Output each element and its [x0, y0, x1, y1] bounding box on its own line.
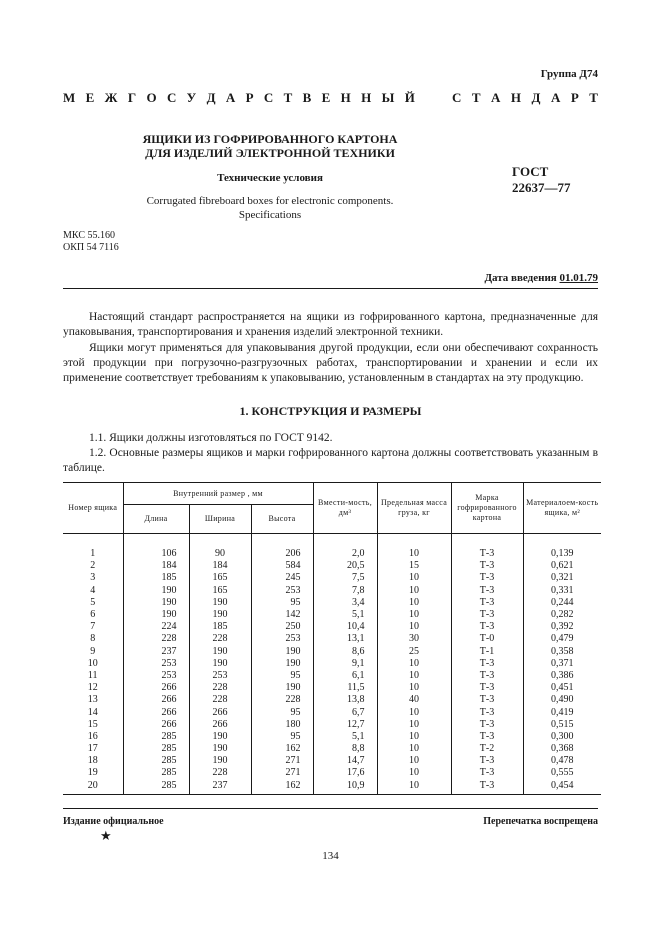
table-cell: 10: [377, 621, 451, 633]
table-cell: 7: [63, 621, 123, 633]
banner-letter: Д: [206, 90, 216, 105]
table-cell: 0,392: [523, 621, 601, 633]
table-row: [63, 597, 601, 609]
table-cell: 224: [123, 621, 189, 633]
table-cell: 11: [63, 670, 123, 682]
banner-letter: С: [263, 90, 274, 105]
table-cell: 180: [251, 719, 313, 731]
table-row: [63, 548, 601, 560]
table-row: [63, 670, 601, 682]
reprint-prohibited: Перепечатка воспрещена: [483, 816, 598, 827]
table-cell: 15: [63, 719, 123, 731]
banner-letter: Т: [471, 90, 481, 105]
table-cell: Т-3: [451, 560, 523, 572]
banner-letter: Е: [85, 90, 95, 105]
table-cell: 0,454: [523, 780, 601, 795]
table-cell: 0,490: [523, 694, 601, 706]
table-cell: 15: [377, 560, 451, 572]
table-cell: 285: [123, 731, 189, 743]
table-cell: Т-3: [451, 682, 523, 694]
table-cell: 6,1: [313, 670, 377, 682]
table-cell: 0,419: [523, 706, 601, 718]
table-row: [63, 633, 601, 645]
banner-letter: А: [225, 90, 236, 105]
table-cell: 20: [63, 780, 123, 795]
table-cell: 0,479: [523, 633, 601, 645]
table-cell: 237: [189, 780, 251, 795]
table-cell: 10: [377, 572, 451, 584]
table-spacer-cell: [523, 534, 601, 549]
table-cell: 10: [377, 670, 451, 682]
table-spacer-cell: [451, 534, 523, 549]
header-capacity: Вмести-мость, дм³: [313, 483, 377, 534]
table-cell: Т-3: [451, 585, 523, 597]
table-cell: 285: [123, 743, 189, 755]
table-cell: 12,7: [313, 719, 377, 731]
table-cell: 95: [251, 731, 313, 743]
table-cell: 0,371: [523, 658, 601, 670]
table-cell: 206: [251, 548, 313, 560]
table-cell: 14,7: [313, 755, 377, 767]
table-spacer-row: [63, 534, 601, 549]
table-cell: 271: [251, 767, 313, 779]
table-cell: 0,555: [523, 767, 601, 779]
table-cell: 10: [377, 767, 451, 779]
table-cell: 10: [377, 609, 451, 621]
table-cell: 0,331: [523, 585, 601, 597]
table-cell: 266: [189, 706, 251, 718]
intro-date: [484, 272, 598, 284]
header-inner-size: Внутренний размер , мм: [123, 483, 313, 505]
table-cell: 266: [123, 682, 189, 694]
table-cell: Т-2: [451, 743, 523, 755]
table-cell: 162: [251, 743, 313, 755]
header-grade: Марка гофрированного картона: [451, 483, 523, 534]
banner-left: [63, 90, 415, 106]
table-cell: 16: [63, 731, 123, 743]
header-material: Материалоем-кость ящика, м²: [523, 483, 601, 534]
table-cell: 228: [189, 767, 251, 779]
table-cell: 228: [189, 682, 251, 694]
table-cell: 253: [189, 670, 251, 682]
table-cell: 190: [189, 646, 251, 658]
banner-letter: Т: [283, 90, 293, 105]
table-cell: 142: [251, 609, 313, 621]
table-cell: 6,7: [313, 706, 377, 718]
table-cell: 0,321: [523, 572, 601, 584]
table-cell: Т-3: [451, 658, 523, 670]
table-row: [63, 682, 601, 694]
table-cell: 9,1: [313, 658, 377, 670]
table-cell: 13: [63, 694, 123, 706]
table-cell: 165: [189, 572, 251, 584]
table-cell: 10: [377, 780, 451, 795]
classification-codes: [63, 230, 119, 254]
gost-label: ГОСТ: [512, 164, 549, 179]
banner-letter: В: [302, 90, 312, 105]
table-cell: 190: [251, 658, 313, 670]
table-cell: 190: [123, 585, 189, 597]
banner-letter: А: [550, 90, 561, 105]
header-length: Длина: [123, 505, 189, 534]
table-cell: 8,6: [313, 646, 377, 658]
section-title: 1. КОНСТРУКЦИЯ И РАЗМЕРЫ: [239, 404, 422, 418]
intro-date-value: 01.01.79: [559, 272, 598, 284]
table-cell: 95: [251, 597, 313, 609]
table-cell: Т-3: [451, 621, 523, 633]
table-cell: 0,386: [523, 670, 601, 682]
table-row: [63, 560, 601, 572]
table-cell: 0,451: [523, 682, 601, 694]
banner-letter: Р: [245, 90, 254, 105]
table-cell: 190: [251, 682, 313, 694]
table-cell: 10: [377, 548, 451, 560]
table-spacer-cell: [313, 534, 377, 549]
table-cell: 245: [251, 572, 313, 584]
table-cell: 184: [123, 560, 189, 572]
mks-code: МКС 55.160: [63, 230, 115, 241]
table-cell: 0,515: [523, 719, 601, 731]
banner-letter: Н: [510, 90, 522, 105]
table-cell: 190: [189, 597, 251, 609]
table-cell: 2: [63, 560, 123, 572]
english-title-line-2: Specifications: [238, 209, 302, 221]
official-edition: Издание официальное: [63, 816, 164, 827]
english-title: [120, 194, 420, 222]
table-row: [63, 780, 601, 795]
dimensions-table: [63, 482, 601, 795]
table-cell: 6: [63, 609, 123, 621]
header-width: Ширина: [189, 505, 251, 534]
subtitle: Технические условия: [217, 172, 323, 184]
gost-number: 22637—77: [512, 180, 571, 195]
paragraph-1: Настоящий стандарт распространяется на ящики из гофрированного картона, предназначенные для упаковывания, транспортирования и хранения изделий электронной техники.: [63, 311, 598, 338]
table-spacer-cell: [123, 534, 189, 549]
table-cell: 8: [63, 633, 123, 645]
table-cell: 190: [189, 658, 251, 670]
table-spacer-cell: [251, 534, 313, 549]
table-cell: 12: [63, 682, 123, 694]
table-cell: Т-3: [451, 731, 523, 743]
table-row: [63, 755, 601, 767]
banner-letter: Т: [589, 90, 598, 105]
table-cell: 10: [63, 658, 123, 670]
table-cell: 184: [189, 560, 251, 572]
table-cell: 9: [63, 646, 123, 658]
table-cell: 228: [251, 694, 313, 706]
footer-rule: [63, 808, 598, 809]
table-cell: Т-3: [451, 719, 523, 731]
table-cell: 10: [377, 706, 451, 718]
table-cell: 90: [189, 548, 251, 560]
table-cell: 0,282: [523, 609, 601, 621]
table-cell: 185: [189, 621, 251, 633]
table-cell: Т-3: [451, 706, 523, 718]
banner-letter: Г: [127, 90, 137, 105]
table-cell: 190: [251, 646, 313, 658]
table-cell: Т-3: [451, 767, 523, 779]
table-cell: 285: [123, 755, 189, 767]
table-row: [63, 609, 601, 621]
table-cell: Т-3: [451, 609, 523, 621]
table-cell: 19: [63, 767, 123, 779]
table-cell: 228: [189, 633, 251, 645]
table-cell: 3: [63, 572, 123, 584]
table-cell: 190: [189, 755, 251, 767]
clause-1-1: 1.1. Ящики должны изготовляться по ГОСТ 9142.: [89, 432, 333, 444]
table-cell: 10: [377, 682, 451, 694]
table-row: [63, 719, 601, 731]
table-cell: Т-0: [451, 633, 523, 645]
table-cell: 228: [189, 694, 251, 706]
table-row: [63, 743, 601, 755]
page-number: 134: [322, 850, 339, 862]
table-cell: Т-3: [451, 780, 523, 795]
table-cell: 10: [377, 743, 451, 755]
table-cell: 253: [251, 585, 313, 597]
table-cell: 40: [377, 694, 451, 706]
table-cell: 266: [123, 719, 189, 731]
standard-banner: [63, 90, 598, 106]
table-cell: 266: [123, 706, 189, 718]
banner-letter: Е: [321, 90, 331, 105]
intro-date-label: Дата введения: [484, 272, 557, 284]
table-cell: 17: [63, 743, 123, 755]
table-spacer-cell: [189, 534, 251, 549]
table-row: [63, 621, 601, 633]
table-cell: 17,6: [313, 767, 377, 779]
table-cell: 190: [189, 743, 251, 755]
english-title-line-1: Corrugated fibreboard boxes for electronic components.: [146, 195, 394, 207]
table-row: [63, 646, 601, 658]
table-row: [63, 585, 601, 597]
group-label: Группа Д74: [540, 68, 598, 80]
table-cell: 10,9: [313, 780, 377, 795]
table-spacer-cell: [63, 534, 123, 549]
table-cell: 10: [377, 755, 451, 767]
table-row: [63, 658, 601, 670]
table-cell: 4: [63, 585, 123, 597]
table-cell: 10: [377, 719, 451, 731]
table-cell: 0,368: [523, 743, 601, 755]
table-cell: 10: [377, 731, 451, 743]
table-spacer-cell: [377, 534, 451, 549]
banner-letter: У: [186, 90, 197, 105]
table-cell: 8,8: [313, 743, 377, 755]
table-cell: 10: [377, 597, 451, 609]
header-rule: [63, 288, 598, 289]
table-cell: 10,4: [313, 621, 377, 633]
table-cell: 95: [251, 670, 313, 682]
table-row: [63, 706, 601, 718]
table-cell: 13,1: [313, 633, 377, 645]
table-cell: 266: [123, 694, 189, 706]
table-cell: 7,5: [313, 572, 377, 584]
title-block: [120, 132, 420, 222]
table-cell: Т-3: [451, 548, 523, 560]
table-cell: 0,358: [523, 646, 601, 658]
table-cell: 2,0: [313, 548, 377, 560]
banner-letter: С: [166, 90, 177, 105]
gost-designation: [512, 164, 571, 196]
table-row: [63, 694, 601, 706]
table-cell: 0,139: [523, 548, 601, 560]
table-row: [63, 767, 601, 779]
table-cell: 285: [123, 767, 189, 779]
banner-letter: А: [491, 90, 501, 105]
table-cell: 0,621: [523, 560, 601, 572]
table-cell: 30: [377, 633, 451, 645]
banner-letter: О: [146, 90, 157, 105]
table-cell: Т-3: [451, 597, 523, 609]
table-cell: 190: [189, 609, 251, 621]
table-cell: 584: [251, 560, 313, 572]
paragraph-2: Ящики могут применяться для упаковывания другой продукции, если они обеспечивают сохранность этой продукции при погрузочно-разгрузочных работах, транспортировании и хранении и если их применение соответствует требованиям к упаковыванию, установленным в стандартах на эту продукцию.: [63, 342, 598, 384]
banner-letter: Н: [340, 90, 351, 105]
table-cell: 14: [63, 706, 123, 718]
header-load: Предельная масса груза, кг: [377, 483, 451, 534]
star-icon: ★: [100, 828, 112, 843]
table-cell: 0,478: [523, 755, 601, 767]
table-cell: 0,300: [523, 731, 601, 743]
table-cell: 3,4: [313, 597, 377, 609]
table-cell: 18: [63, 755, 123, 767]
table-cell: 250: [251, 621, 313, 633]
table-row: [63, 572, 601, 584]
title-line-2: ДЛЯ ИЗДЕЛИЙ ЭЛЕКТРОННОЙ ТЕХНИКИ: [145, 146, 395, 160]
banner-letter: Р: [570, 90, 579, 105]
table-cell: 5,1: [313, 731, 377, 743]
table-cell: 162: [251, 780, 313, 795]
banner-letter: Й: [404, 90, 415, 105]
table-cell: 7,8: [313, 585, 377, 597]
table-cell: 228: [123, 633, 189, 645]
banner-letter: Д: [531, 90, 541, 105]
header-height: Высота: [251, 505, 313, 534]
table-cell: 0,244: [523, 597, 601, 609]
table-cell: 13,8: [313, 694, 377, 706]
table-cell: 11,5: [313, 682, 377, 694]
banner-letter: Ж: [104, 90, 118, 105]
table-cell: Т-1: [451, 646, 523, 658]
table-cell: 271: [251, 755, 313, 767]
table-cell: 5,1: [313, 609, 377, 621]
clause-1-2: 1.2. Основные размеры ящиков и марки гофрированного картона должны соответствовать указанным в таблице.: [63, 447, 598, 474]
table-cell: 106: [123, 548, 189, 560]
table-cell: 253: [123, 670, 189, 682]
title-line-1: ЯЩИКИ ИЗ ГОФРИРОВАННОГО КАРТОНА: [142, 132, 398, 146]
table-cell: 253: [251, 633, 313, 645]
table-cell: Т-3: [451, 572, 523, 584]
table-cell: 190: [189, 731, 251, 743]
table-cell: 253: [123, 658, 189, 670]
table-cell: Т-3: [451, 694, 523, 706]
table-cell: 190: [123, 609, 189, 621]
table-row: [63, 731, 601, 743]
banner-letter: Ы: [381, 90, 395, 105]
banner-letter: М: [63, 90, 76, 105]
table-cell: 165: [189, 585, 251, 597]
table-cell: 20,5: [313, 560, 377, 572]
header-number: Номер ящика: [63, 483, 123, 534]
table-cell: 10: [377, 658, 451, 670]
banner-right: [452, 90, 598, 106]
table-cell: 10: [377, 585, 451, 597]
table-cell: 95: [251, 706, 313, 718]
table-cell: 25: [377, 646, 451, 658]
okp-code: ОКП 54 7116: [63, 242, 119, 253]
table-cell: 190: [123, 597, 189, 609]
table-cell: 1: [63, 548, 123, 560]
table-cell: 285: [123, 780, 189, 795]
table-cell: Т-3: [451, 755, 523, 767]
table-cell: 5: [63, 597, 123, 609]
banner-letter: Н: [361, 90, 372, 105]
table-cell: 185: [123, 572, 189, 584]
table-cell: 266: [189, 719, 251, 731]
table-cell: 237: [123, 646, 189, 658]
table-cell: Т-3: [451, 670, 523, 682]
banner-letter: С: [452, 90, 462, 105]
